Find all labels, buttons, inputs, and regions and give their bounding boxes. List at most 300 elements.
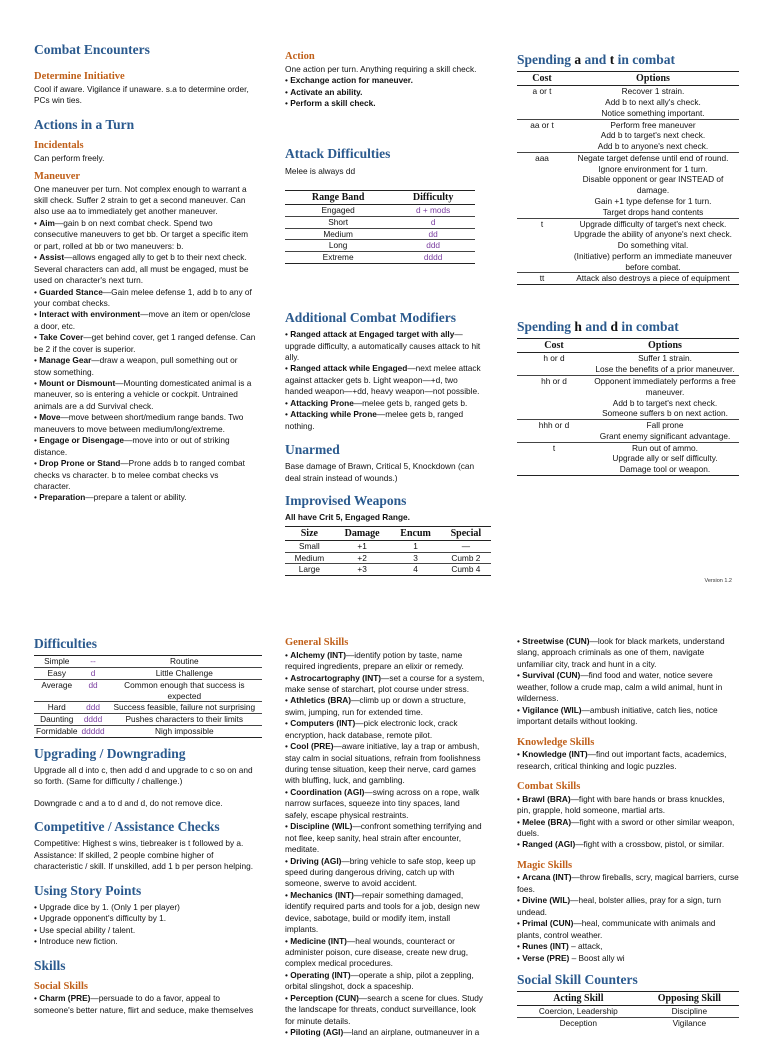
difficulty-name: Hard [34, 702, 80, 714]
general-skill-item-text: —climb up or down a structure, swim, jumping, run for extended time. [285, 695, 466, 717]
option-line: Damage tool or weapon. [619, 464, 711, 475]
story-item-text: Introduce new fiction. [39, 936, 118, 947]
difficulty-row [34, 702, 262, 714]
title-h: h [574, 319, 582, 335]
title-post: in combat [617, 319, 679, 335]
story-item-text: Upgrade dice by 1. (Only 1 per player) [39, 901, 180, 912]
maneuver-item-label: Mount or Dismount [39, 378, 116, 389]
weapons-cell: Medium [285, 552, 334, 564]
title-d: d [610, 319, 618, 335]
difficulty-row [34, 679, 262, 702]
maneuver-item-text: —allows engaged ally to get b to their next check. Several characters can add, all must be engaged, must be used on character's next turn. [34, 252, 249, 286]
upgrading-text: Upgrade all d into c, then add d and upgrade to c so on and so forth. (Same for difficulty / challenge.) [34, 764, 253, 787]
general-skill-item-label: Mechanics (INT) [290, 889, 354, 900]
general-skill-item [285, 650, 485, 673]
maneuver-item [34, 492, 256, 503]
magic-skill-item-label: Verse (PRE) [522, 952, 570, 963]
general-skill-item [285, 890, 485, 936]
general-skill-item-label: Streetwise (CUN) [522, 636, 590, 646]
option-line: Ignore environment for 1 turn. [598, 163, 708, 174]
combat-skill-item-text: —fight with a sword or other similar weapon, duels. [517, 816, 735, 838]
general-skill-item-text: —land an airplane, outmaneuver in a [343, 1027, 480, 1038]
option-line: Recover 1 strain. [621, 86, 685, 97]
cost-cell: t [517, 442, 591, 475]
story-item [34, 925, 262, 936]
options-cell [591, 442, 739, 475]
bullet: • [517, 941, 523, 952]
difficulty-dice: d [80, 667, 107, 679]
weapons-cell: +3 [334, 564, 391, 576]
cost-cell: t [517, 218, 567, 273]
difficulty-desc: Nigh impossible [107, 725, 262, 737]
general-skill-item-text: —ambush initiative, catch lies, notice important details without looking. [517, 704, 718, 727]
weapons-cell: +1 [357, 540, 367, 551]
incidentals-heading: Incidentals [34, 139, 84, 151]
opposing-skill-header: Opposing Skill [640, 992, 739, 1006]
option-line: Do something vital. [617, 240, 689, 251]
general-skill-item-label: Operating (INT) [290, 969, 351, 980]
range-band-cell: Extreme [285, 252, 391, 264]
modifier-item-label: Attacking Prone [290, 397, 354, 408]
improvised-weapons-table [285, 526, 491, 576]
bullet: • [34, 924, 40, 935]
difficulty-cell: d + mods [415, 205, 451, 216]
maneuver-item-label: Manage Gear [39, 355, 92, 366]
weapons-cell: 4 [390, 564, 440, 576]
spend-row [517, 376, 739, 420]
action-item [285, 75, 485, 86]
modifier-item [285, 398, 485, 409]
difficulty-dice: -- [90, 656, 96, 667]
maneuver-item [34, 287, 256, 310]
bullet: • [285, 718, 291, 729]
bullet: • [285, 397, 291, 408]
option-line: Gain +1 type defense for 1 turn. [594, 196, 712, 206]
magic-skill-item [517, 941, 739, 952]
bullet: • [34, 913, 40, 924]
combat-skill-item [517, 839, 739, 850]
spend-row [517, 152, 739, 218]
range-band-cell: Long [285, 240, 391, 252]
maneuver-item-text: —Prone adds b to ranged combat checks vs character. b to melee combat checks vs character. [34, 458, 245, 491]
bullet: • [285, 409, 291, 420]
general-skill-item [285, 936, 485, 970]
attack-row [285, 252, 475, 264]
option-line: Upgrade ally or self difficulty. [612, 453, 718, 464]
option-line: Add b to next ally's check. [605, 96, 701, 107]
general-skill-item [285, 787, 485, 821]
difficulty-name: Daunting [34, 714, 80, 726]
weapons-cell: Small [298, 540, 320, 551]
skills-title: Skills [34, 957, 66, 973]
combat-skill-item [517, 817, 739, 840]
difficulty-row [34, 725, 262, 737]
difficulty-desc: Little Challenge [107, 667, 262, 679]
difficulty-dice: ddddd [81, 725, 105, 736]
social-skills-heading: Social Skills [34, 980, 88, 992]
bullet: • [285, 649, 291, 660]
bullet: • [285, 821, 291, 832]
spend-row [517, 273, 739, 285]
bullet: • [34, 217, 40, 228]
options-cell [567, 273, 739, 285]
general-skill-item-text: —swing across on a rope, walk narrow surfaces, squeeze into tiny spaces, land safely, escape physical restraints. [285, 786, 480, 820]
difficulty-dice: dddd [80, 714, 107, 726]
cost-cell: tt [517, 273, 567, 285]
story-item-text: Use special ability / talent. [39, 924, 136, 935]
difficulty-cell: dddd [391, 252, 475, 264]
title-pre: Spending [517, 319, 575, 335]
cost-cell: a or t [532, 86, 552, 97]
general-skill-item [285, 821, 485, 855]
maneuver-item-label: Guarded Stance [39, 286, 103, 297]
page1-right-column [517, 52, 739, 476]
weapons-row [285, 552, 491, 564]
knowledge-skills-list [517, 749, 739, 772]
difficulty-dice: dd [80, 679, 107, 702]
combat-encounters-title: Combat Encounters [34, 42, 150, 57]
general-skill-item-text: —pick electronic lock, crack encryption, hack database, remote pilot. [285, 718, 458, 740]
cost-cell: hhh or d [517, 420, 591, 443]
option-line: Attack also destroys a piece of equipment [576, 273, 730, 284]
modifier-item-text: —upgrade difficulty, a automatically causes attack to hit ally. [285, 329, 481, 362]
general-skill-item-text: —search a scene for clues. Study the landscape for threats, conduct surveillance, look for minute details. [285, 992, 483, 1026]
maneuver-item [34, 309, 256, 332]
initiative-heading: Determine Initiative [34, 71, 125, 83]
modifier-item-label: Ranged attack at Engaged target with ally [290, 329, 455, 340]
difficulty-desc: Routine [169, 656, 199, 667]
general-skill-item-label: Astrocartography (INT) [290, 672, 382, 683]
attack-row [285, 228, 475, 240]
maneuver-item [34, 218, 256, 252]
cost-cell: hh or d [517, 376, 591, 420]
spend-row [517, 218, 739, 273]
difficulty-desc: Pushes characters to their limits [107, 714, 262, 726]
maneuver-list [34, 218, 256, 504]
general-skill-item-label: Discipline (WIL) [290, 821, 353, 832]
title-mid: and [581, 319, 611, 335]
general-skill-item-label: Alchemy (INT) [290, 649, 346, 660]
general-skill-item [285, 993, 485, 1027]
maneuver-item [34, 332, 256, 355]
spend-row [517, 420, 739, 443]
spending-advantage-table [517, 71, 739, 285]
cost-cell: aaa [517, 152, 567, 218]
option-line: Perform free maneuver [610, 119, 696, 130]
version-label: Version 1.2 [704, 578, 732, 584]
spending-advantage-title [517, 52, 739, 68]
difficulty-cell: ddd [391, 240, 475, 252]
general-skill-item-text: —look for black markets, understand slang, approach criminals as one of them, navigate unfamiliar city, track and hunt in a city. [517, 636, 725, 669]
action-item-text: Exchange action for maneuver. [290, 75, 413, 86]
difficulty-row [34, 667, 262, 679]
combat-skill-item [517, 794, 739, 817]
general-skill-item-text: —aware initiative, lay a trap or ambush, stay calm in social situations, refrain from foolishness during tense situation, keep their nerve, card games with bluffing, luck, and gambling. [285, 741, 481, 786]
option-line: Notice something important. [601, 107, 705, 118]
bullet: • [34, 355, 40, 366]
general-skill-item [517, 636, 739, 670]
maneuver-item [34, 435, 256, 458]
bullet: • [285, 935, 291, 946]
attack-row [285, 205, 475, 217]
bullet: • [34, 378, 40, 389]
modifier-list [285, 329, 485, 432]
magic-skill-item-label: Divine (WIL) [522, 895, 571, 906]
general-skill-item-label: Cool (PRE) [290, 741, 334, 752]
action-heading: Action [285, 51, 315, 62]
general-skill-item-text: —identify potion by taste, name required ingredients, prepare an elixir or remedy. [285, 649, 464, 672]
spending-threat-table [517, 338, 739, 476]
maneuver-item-label: Aim [39, 217, 55, 228]
general-skill-item-text: —operate a ship, pilot a zeppling, orbital slingshot, dock a spaceship. [285, 969, 474, 992]
maneuver-item-text: —get behind cover, get 1 ranged defense. Can be 2 if the cover is superior. [34, 332, 256, 354]
combat-skill-item-label: Ranged (AGI) [522, 839, 576, 850]
cost-cell: aa or t [517, 119, 567, 152]
acting-skill-cell: Deception [517, 1017, 640, 1028]
option-line: (Initiative) perform an immediate maneuver before combat. [573, 250, 733, 272]
maneuver-item [34, 355, 256, 378]
maneuver-heading: Maneuver [34, 170, 81, 182]
action-item [285, 87, 485, 98]
maneuver-item-label: Preparation [39, 492, 86, 503]
bullet: • [285, 86, 291, 97]
bullet: • [285, 992, 291, 1003]
downgrading-text: Downgrade c and a to d and d, do not remove dice. [34, 797, 223, 808]
general-skill-item [285, 695, 485, 718]
knowledge-skill-item-label: Knowledge (INT) [522, 749, 588, 760]
improvised-weapons-title: Improvised Weapons [285, 493, 407, 509]
option-line: Upgrade difficulty of target's next check. [579, 218, 727, 229]
bullet: • [285, 969, 291, 980]
bullet: • [285, 786, 291, 797]
general-skill-item [285, 718, 485, 741]
bullet: • [34, 901, 40, 912]
option-line: Add b to target's next check. [612, 397, 718, 408]
bullet: • [34, 412, 40, 423]
maneuver-item-text: —Mounting domesticated animal is a maneuver, so is entering a vehicle or cockpit. Untrained animals are a dd Survival check. [34, 378, 252, 411]
maneuver-item [34, 412, 256, 435]
magic-skill-item-label: Primal (CUN) [522, 918, 574, 929]
title-mid: and [581, 52, 610, 67]
general-skill-item [285, 970, 485, 993]
maneuver-item-text: —prepare a talent or ability. [85, 492, 187, 503]
weapons-cell: Large [285, 564, 334, 576]
difficulty-name: Simple [44, 656, 70, 667]
spend-row [517, 119, 739, 152]
difficulties-table [34, 655, 262, 737]
difficulty-desc: Success feasible, failure not surprising [107, 702, 262, 714]
initiative-text: Cool if aware. Vigilance if unaware. s.a to determine order, PCs win ties. [34, 83, 249, 106]
options-header: Options [567, 72, 739, 86]
general-skill-item-label: Medicine (INT) [290, 935, 347, 946]
weapons-header: Encum [390, 526, 440, 540]
option-line: Grant enemy significant advantage. [599, 430, 731, 441]
magic-skills-heading: Magic Skills [517, 859, 573, 871]
bullet: • [285, 1027, 291, 1038]
competitive-text: Competitive: Highest s wins, tiebreaker is t followed by a. Assistance: If skilled, 2 people combine higher of characteristic / skill. If unskilled, add 1 b per person helping. [34, 838, 254, 872]
title-post: in combat [614, 52, 675, 67]
maneuver-item-label: Engage or Disengage [39, 435, 125, 446]
bullet: • [517, 793, 523, 804]
weapons-cell: +2 [334, 552, 391, 564]
option-line: Fall prone [646, 420, 684, 431]
combat-modifiers-title: Additional Combat Modifiers [285, 309, 457, 325]
weapons-header: Size [285, 526, 334, 540]
page2-left-column [34, 636, 262, 1016]
range-band-cell: Short [285, 216, 391, 228]
options-header: Options [591, 339, 739, 353]
title-pre: Spending [517, 52, 575, 67]
difficulty-row [34, 656, 262, 668]
general-skill-item-text: —find food and water, notice severe weather, follow a crude map, calm a wild animal, hunt in wilderness. [517, 670, 723, 704]
modifier-item [285, 409, 485, 432]
general-skill-item [517, 705, 739, 728]
spend-row [517, 353, 739, 376]
general-skill-item [285, 741, 485, 787]
page2-middle-column [285, 636, 485, 1039]
maneuver-item-label: Drop Prone or Stand [39, 458, 121, 469]
social-skill-item-label: Charm (PRE) [39, 993, 91, 1004]
action-item-text: Activate an ability. [290, 86, 363, 97]
bullet: • [517, 895, 523, 906]
story-points-list [34, 902, 262, 948]
improvised-weapons-note: All have Crit 5, Engaged Range. [285, 512, 410, 523]
competitive-title: Competitive / Assistance Checks [34, 819, 220, 835]
difficulty-desc: Common enough that success is expected [107, 679, 262, 702]
weapons-header: Damage [334, 526, 391, 540]
magic-skill-item-text: – Boost ally wi [569, 952, 625, 963]
maneuver-intro: One maneuver per turn. Not complex enough to warrant a skill check. Suffer 2 strain to get a second maneuver. Can also use aa to immediately get another maneuver. [34, 183, 247, 217]
general-skills-heading: General Skills [285, 637, 349, 648]
maneuver-item [34, 252, 256, 286]
difficulties-title: Difficulties [34, 636, 97, 651]
general-skill-item-text: —confront something terrifying and not flee, keep sanity, heal strain after encounter, meditate. [285, 821, 482, 855]
difficulty-cell: d [391, 216, 475, 228]
magic-skill-item [517, 872, 739, 895]
action-item [285, 98, 485, 109]
combat-skills-heading: Combat Skills [517, 781, 581, 793]
bullet: • [34, 435, 40, 446]
story-item [34, 936, 262, 947]
knowledge-skills-heading: Knowledge Skills [517, 736, 595, 748]
social-counters-table [517, 991, 739, 1029]
options-cell [567, 86, 739, 119]
maneuver-item-text: —move an item or open/close a door, etc. [34, 309, 251, 331]
general-skill-item [285, 1027, 485, 1038]
cost-cell: h or d [543, 353, 565, 364]
spend-row [517, 86, 739, 119]
general-skill-item [285, 673, 485, 696]
bullet: • [34, 458, 40, 469]
unarmed-title: Unarmed [285, 442, 340, 458]
bullet: • [285, 329, 291, 340]
options-cell [591, 420, 739, 443]
maneuver-item-text: —Gain melee defense 1, add b to any of your combat checks. [34, 286, 252, 308]
option-line: Add b to anyone's next check. [597, 141, 709, 152]
bullet: • [517, 704, 523, 715]
general-skill-item [517, 670, 739, 704]
weapons-header: Special [441, 526, 491, 540]
general-skills-continued [517, 636, 739, 728]
modifier-item-text: —melee gets b, ranged nothing. [285, 409, 464, 431]
bullet: • [285, 889, 291, 900]
social-skills-list [34, 993, 262, 1016]
modifier-item-text: —next melee attack against attacker gets b. Light weapon—+d, two handed weapon—+dd, heavy weapon—not possible. [285, 363, 481, 397]
page1-left-column [34, 42, 256, 504]
page1-middle-column [285, 50, 485, 576]
option-line: Negate target defense until end of round. [577, 152, 729, 163]
story-points-title: Using Story Points [34, 882, 142, 898]
combat-skill-item-label: Brawl (BRA) [522, 793, 571, 804]
magic-skill-item [517, 918, 739, 941]
unarmed-text: Base damage of Brawn, Critical 5, Knockdown (can deal strain instead of wounds.) [285, 461, 475, 483]
acting-skill-cell: Coercion, Leadership [538, 1006, 618, 1017]
general-skill-item-label: Perception (CUN) [290, 992, 359, 1003]
difficulty-header: Difficulty [391, 191, 475, 205]
bullet: • [285, 672, 291, 683]
weapons-row [285, 564, 491, 576]
magic-skill-item-text: —throw fireballs, scry, magical barriers, curse foes. [517, 872, 739, 894]
counter-row [517, 1006, 739, 1018]
cost-header: Cost [517, 339, 591, 353]
bullet: • [34, 309, 40, 320]
bullet: • [285, 695, 291, 706]
social-skill-item [34, 993, 262, 1016]
bullet: • [517, 816, 523, 827]
bullet: • [285, 363, 291, 374]
maneuver-item-label: Interact with environment [39, 309, 141, 320]
maneuver-item-label: Take Cover [39, 332, 84, 343]
spend-row [517, 442, 739, 475]
bullet: • [34, 492, 40, 503]
option-line: Run out of ammo. [632, 442, 698, 453]
maneuver-item-label: Move [39, 412, 61, 423]
opposing-skill-cell: Vigilance [640, 1017, 739, 1028]
general-skill-item-text: —heal wounds, counteract or administer poison, cure disease, create new drug, complex medical procedures. [285, 935, 469, 969]
modifier-item [285, 329, 485, 363]
magic-skill-item-text: —heal, communicate with animals and plants, control weather. [517, 918, 716, 940]
modifier-item-label: Ranged attack while Engaged [290, 363, 408, 374]
general-skill-item-label: Survival (CUN) [522, 670, 581, 681]
attack-difficulty-table [285, 190, 475, 264]
bullet: • [34, 252, 40, 263]
options-cell [567, 152, 739, 218]
maneuver-item-text: —draw a weapon, pull something out or stow something. [34, 355, 238, 377]
bullet: • [285, 741, 291, 752]
modifier-item-text: —melee gets b, ranged gets b. [353, 397, 468, 408]
story-item-text: Upgrade opponent's difficulty by 1. [39, 913, 167, 924]
magic-skill-item-text: – attack, [568, 941, 603, 952]
general-skill-item-label: Computers (INT) [290, 718, 356, 729]
bullet: • [34, 332, 40, 343]
option-line: Add b to target's next check. [600, 130, 706, 141]
option-line: Opponent immediately performs a free maneuver. [594, 376, 736, 397]
action-list [285, 75, 485, 109]
magic-skill-item-label: Arcana (INT) [522, 872, 572, 883]
magic-skill-item [517, 953, 739, 964]
social-skill-item-text: —persuade to do a favor, appeal to someone's better nature, flirt and seduce, make themselves [34, 993, 254, 1015]
action-text: One action per turn. Anything requiring a skill check. [285, 63, 477, 74]
bullet: • [285, 75, 291, 86]
weapons-cell: 1 [413, 540, 418, 551]
bullet: • [285, 855, 291, 866]
opposing-skill-cell: Discipline [671, 1006, 708, 1017]
social-counters-title: Social Skill Counters [517, 971, 638, 987]
action-item-text: Perform a skill check. [290, 97, 376, 108]
general-skill-item-label: Vigilance (WIL) [522, 704, 582, 715]
incidentals-text: Can perform freely. [34, 152, 105, 163]
counter-row [517, 1017, 739, 1028]
